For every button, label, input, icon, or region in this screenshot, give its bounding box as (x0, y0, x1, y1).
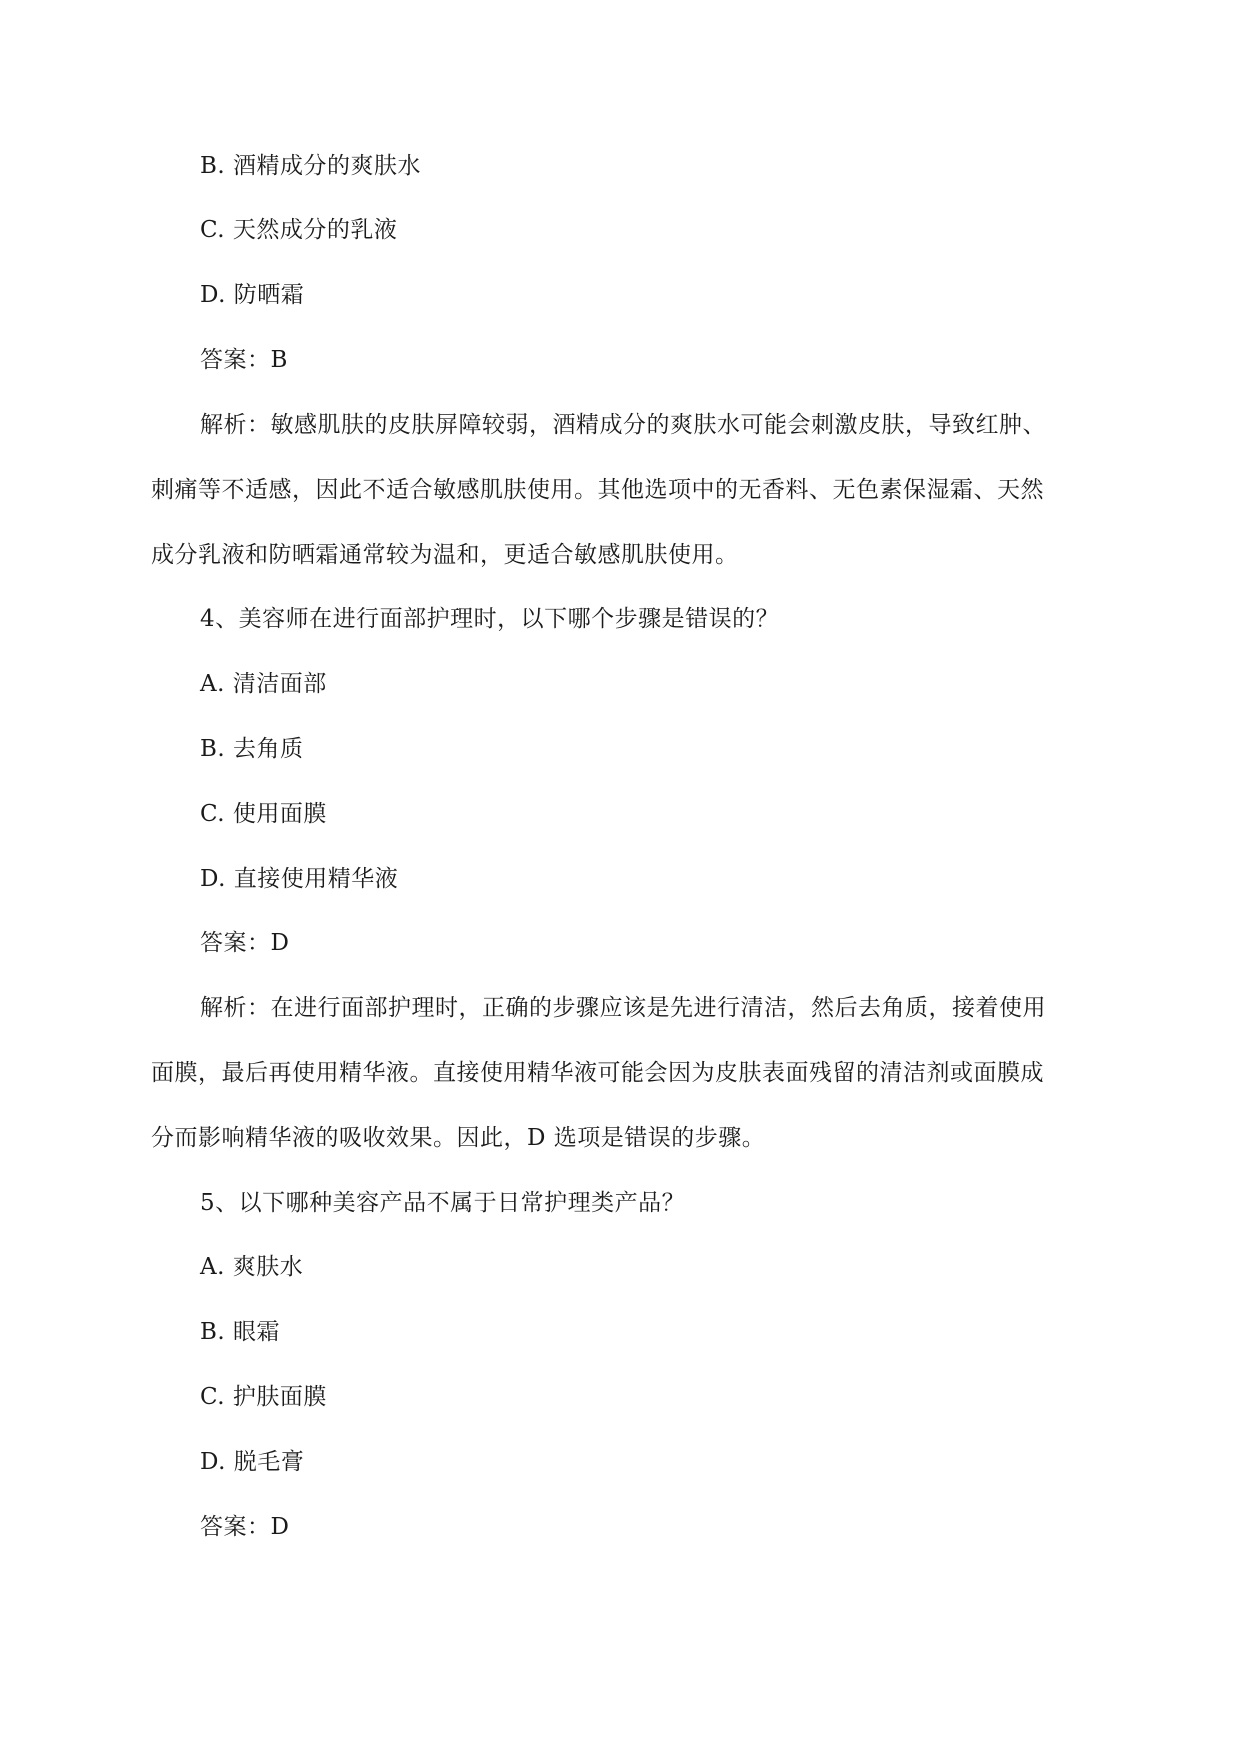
q3-analysis-line-3: 成分乳液和防晒霜通常较为温和，更适合敏感肌肤使用。 (151, 542, 739, 568)
q3-analysis-line-2: 刺痛等不适感，因此不适合敏感肌肤使用。其他选项中的无香料、无色素保湿霜、天然 (151, 477, 1044, 503)
q5-option-a: A. 爽肤水 (200, 1254, 304, 1280)
q5-option-d: D. 脱毛膏 (200, 1449, 305, 1475)
q5-option-b: B. 眼霜 (200, 1319, 281, 1345)
q4-option-b: B. 去角质 (200, 736, 304, 762)
q4-option-c: C. 使用面膜 (200, 801, 327, 827)
q3-option-b: B. 酒精成分的爽肤水 (200, 153, 422, 179)
q3-analysis-line-1: 解析：敏感肌肤的皮肤屏障较弱，酒精成分的爽肤水可能会刺激皮肤，导致红肿、 (200, 412, 1046, 438)
q4-analysis-line-2: 面膜，最后再使用精华液。直接使用精华液可能会因为皮肤表面残留的清洁剂或面膜成 (151, 1060, 1044, 1086)
q3-option-d: D. 防晒霜 (200, 282, 305, 308)
q4-answer: 答案：D (200, 930, 290, 956)
q4-analysis-line-3: 分而影响精华液的吸收效果。因此，D 选项是错误的步骤。 (151, 1125, 766, 1151)
q5-option-c: C. 护肤面膜 (200, 1384, 327, 1410)
q5-question: 5、以下哪种美容产品不属于日常护理类产品？ (200, 1190, 686, 1216)
q4-question: 4、美容师在进行面部护理时，以下哪个步骤是错误的？ (200, 606, 780, 632)
q5-answer: 答案：D (200, 1514, 290, 1540)
q3-option-c: C. 天然成分的乳液 (200, 217, 398, 243)
q4-option-a: A. 清洁面部 (200, 671, 327, 697)
q4-option-d: D. 直接使用精华液 (200, 866, 399, 892)
q4-analysis-line-1: 解析：在进行面部护理时，正确的步骤应该是先进行清洁，然后去角质，接着使用 (200, 995, 1046, 1021)
q3-answer: 答案：B (200, 347, 288, 373)
